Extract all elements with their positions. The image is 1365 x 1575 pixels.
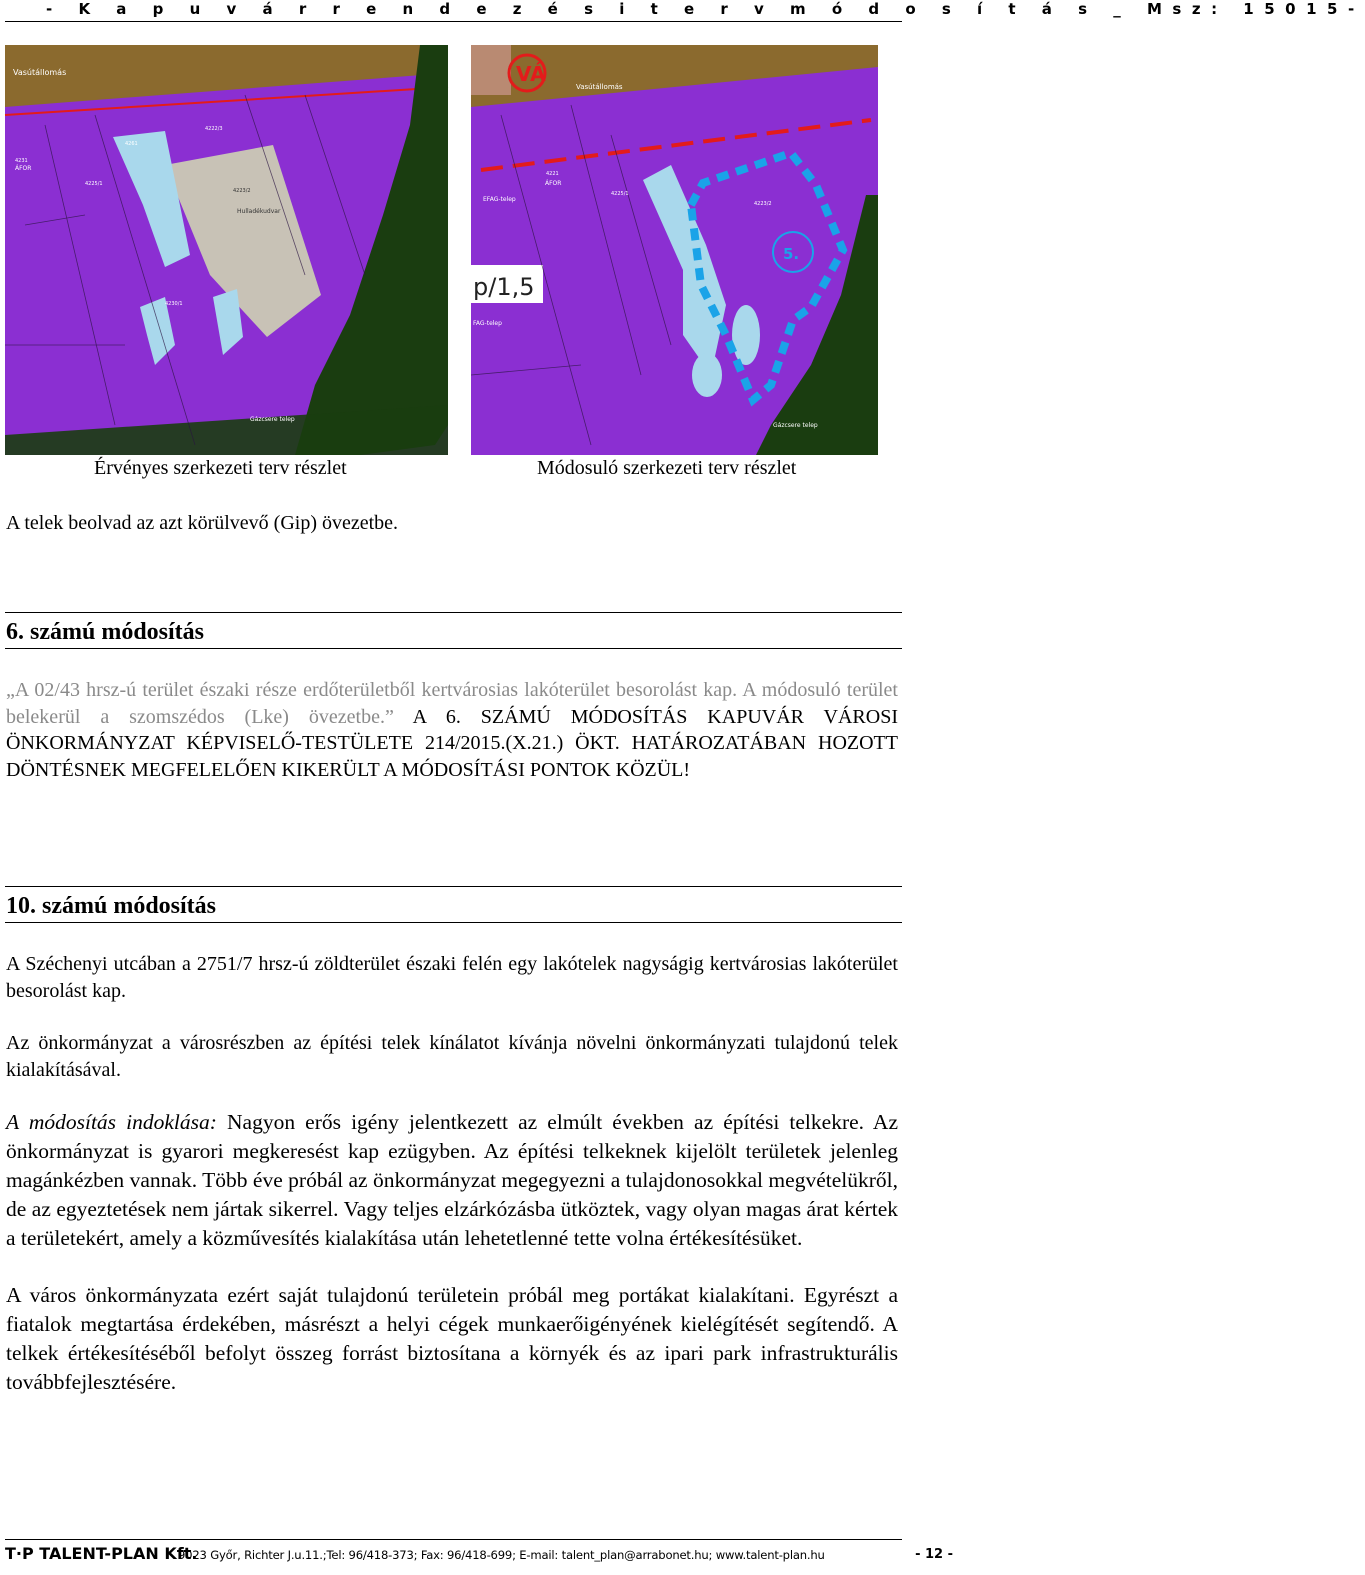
caption-current-plan: Érvényes szerkezeti terv részlet	[94, 457, 347, 479]
section-rule-bottom	[5, 648, 902, 649]
section-rule-bottom	[5, 922, 902, 923]
intro-paragraph: A telek beolvad az azt körülvevő (Gip) övezetbe.	[6, 512, 399, 534]
page-header	[0, 0, 1365, 22]
section-10-justification	[6, 1108, 898, 1253]
map-label-station: Vasútállomás	[576, 83, 623, 91]
justification-text: Nagyon erős igény jelentkezett az elmúlt években az építési telkekre. Az önkormányzat is gyarori megkeresést kap ezügyben. Az építési telkeknek kijelölt területek jelenleg magánkézben vannak. Több éve próbál az önkormányzat megegyezni a tulajdonosokkal megvételükről, de az egyeztetések nem jártak sikerrel. Vagy teljes elzárkózásba ütköztek, vagy olyan magas árat kértek a területekért, amely a közművesítés kialakítása után lehetetlenné tette volna értékesítésüket.	[6, 1110, 898, 1250]
map-label-parcel: 4230/1	[165, 301, 183, 307]
map-label-waste-yard: Hulladékudvar	[237, 208, 281, 215]
section-6-paragraph	[6, 677, 898, 783]
map-label-parcel: 4225/1	[85, 181, 103, 187]
map-label-parcel: 4223/2	[754, 201, 772, 207]
page-number: - 12 -	[915, 1547, 953, 1562]
map-label-efag: EFAG-telep	[483, 196, 516, 203]
section-10-paragraph-4: A város önkormányzata ezért saját tulajdonú területein próbál meg portákat kialakítani. Egyrészt a fiatalok megtartása érdekében, másrészt a helyi cégek munkaerőigényének kielégítését segítendő. A telkek értékesítéséből befolyt összeg forrást biztosítana a környék és az ipari park infrastrukturális továbbfejlesztésére.	[6, 1283, 898, 1394]
section-10-heading: 10. számú módosítás	[6, 893, 217, 919]
current-plan-map	[5, 45, 448, 455]
header-rule	[5, 21, 902, 22]
section-6-heading: 6. számú módosítás	[6, 619, 205, 645]
map-label-parcel: 4261	[125, 141, 138, 147]
footer-rule	[5, 1539, 902, 1540]
map-water-3	[732, 305, 760, 365]
page-footer	[5, 1544, 955, 1566]
map-label-afor: ÁFOR	[15, 165, 32, 172]
section-6-notice: A 6. SZÁMÚ MÓDOSÍTÁS KAPUVÁR VÁROSI ÖNKORMÁNYZAT KÉPVISELŐ-TESTÜLETE 214/2015.(X.21.) ÖKT. HATÁROZATÁBAN HOZOTT DÖNTÉSNEK MEGFELELŐEN KIKERÜLT A MÓDOSÍTÁSI PONTOK KÖZÜL!	[6, 705, 898, 781]
section-10-paragraph-1: A Széchenyi utcában a 2751/7 hrsz-ú zöldterület északi felén egy lakótelek nagyságig kertvárosias lakóterület besorolást kap.	[6, 953, 898, 1002]
map-water-2	[692, 353, 722, 397]
map-label-parcel: 4231	[15, 158, 28, 164]
map-label-gas: Gázcsere telep	[250, 416, 295, 423]
map-zone-va	[471, 45, 511, 95]
section-rule-top	[5, 612, 902, 613]
map-label-parcel: 4222/3	[205, 126, 223, 132]
map-label-p15: p/1,5	[473, 273, 535, 301]
map-label-parcel: 4225/1	[611, 191, 629, 197]
modified-plan-map	[471, 45, 878, 455]
map-label-station: Vasútállomás	[13, 68, 67, 77]
map-label-parcel: 4223/2	[233, 188, 251, 194]
caption-modified-plan: Módosuló szerkezeti terv részlet	[537, 457, 797, 479]
section-rule-top	[5, 886, 902, 887]
company-logo: T·P TALENT-PLAN Kft.	[5, 1544, 198, 1563]
map-label-parcel: 4221	[546, 171, 559, 177]
company-contact: 9023 Győr, Richter J.u.11.;Tel: 96/418-373; Fax: 96/418-699; E-mail: talent_plan@arrabonet.hu; www.talent-plan.hu	[178, 1548, 825, 1562]
header-title: - K a p u v á r r e n d e z é s i t e r v m ó d o s í t á s _ Msz: 15015-	[46, 0, 1365, 18]
section-6-quote: „A 02/43 hrsz-ú terület északi része erdőterületből kertvárosias lakóterület besorolást kap. A módosuló terület belekerül a szomszédos (Lke) övezetbe.”	[6, 679, 898, 728]
map-label-5: 5.	[783, 245, 800, 263]
map-label-gas: Gázcsere telep	[773, 422, 818, 429]
map-label-va: VÁ	[516, 62, 546, 86]
section-10-paragraph-2: Az önkormányzat a városrészben az építési telek kínálatot kívánja növelni önkormányzati tulajdonú telek kialakításával.	[6, 1032, 898, 1081]
map-label-afor: ÁFOR	[545, 180, 562, 187]
justification-label: A módosítás indoklása:	[6, 1110, 217, 1134]
map-label-efag: FAG-telep	[473, 320, 502, 327]
